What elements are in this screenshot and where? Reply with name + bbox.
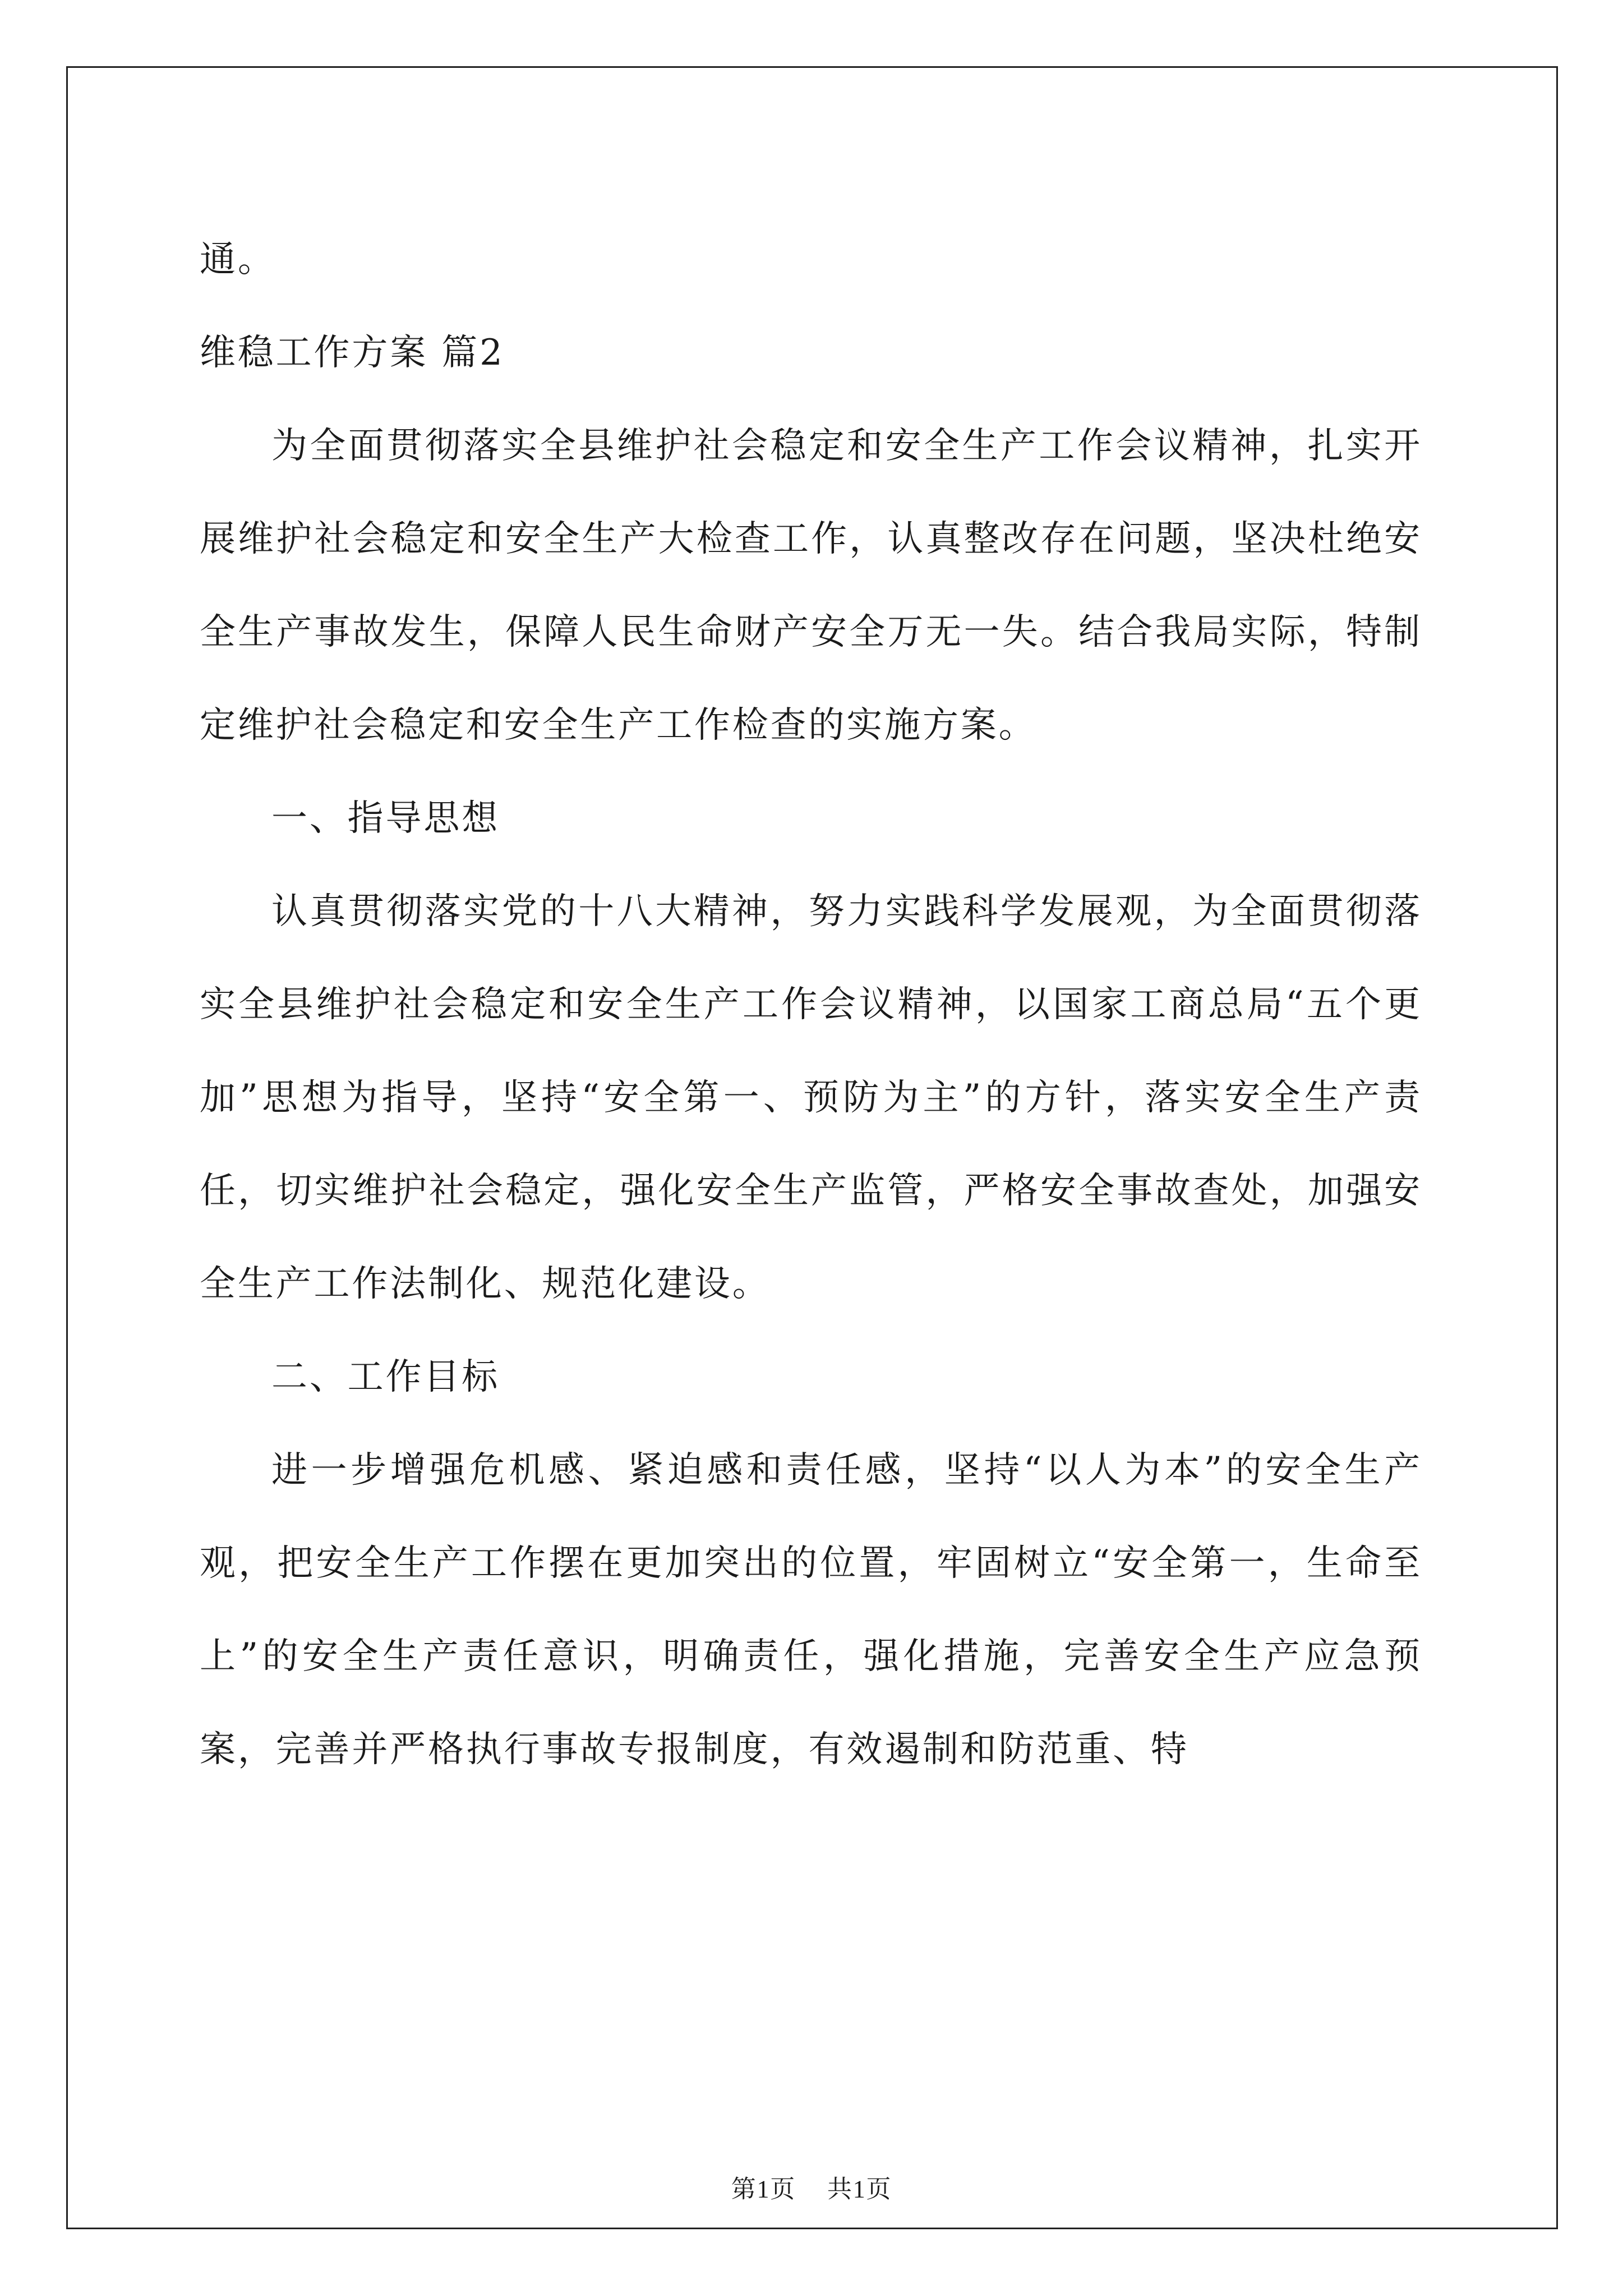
paragraph-work-goals: 进一步增强危机感、紧迫感和责任感，坚持“以人为本”的安全生产观，把安全生产工作摆在更加突出的位置，牢固树立“安全第一，生命至上”的安全生产责任意识，明确责任，强化措施，完善安全生产应急预案，完善并严格执行事故专报制度，有效遏制和防范重、特 xyxy=(200,1450,1422,1770)
paragraph-guiding-ideology: 认真贯彻落实党的十八大精神，努力实践科学发展观，为全面贯彻落实全县维护社会稳定和安全生产工作会议精神，以国家工商总局“五个更加”思想为指导，坚持“安全第一、预防为主”的方针，落实安全生产责任，切实维护社会稳定，强化安全生产监管，严格安全事故查处，加强安全生产工作法制化、规范化建设。 xyxy=(200,891,1422,1305)
paragraph-continuation: 通。 xyxy=(200,239,276,280)
document-body xyxy=(200,213,1422,1796)
page-number: 第1页 xyxy=(731,2175,796,2203)
section-heading: 维稳工作方案 篇2 xyxy=(200,332,505,374)
paragraph-intro: 为全面贯彻落实全县维护社会稳定和安全生产工作会议精神，扎实开展维护社会稳定和安全生产大检查工作，认真整改存在问题，坚决杜绝安全生产事故发生，保障人民生命财产安全万无一失。结合我局实际，特制定维护社会稳定和安全生产工作检查的实施方案。 xyxy=(200,425,1422,746)
subsection-title-guiding-ideology: 一、指导思想 xyxy=(271,798,500,839)
subsection-title-work-goals: 二、工作目标 xyxy=(271,1356,500,1398)
page-footer xyxy=(0,2169,1623,2205)
page-total: 共1页 xyxy=(827,2175,892,2203)
